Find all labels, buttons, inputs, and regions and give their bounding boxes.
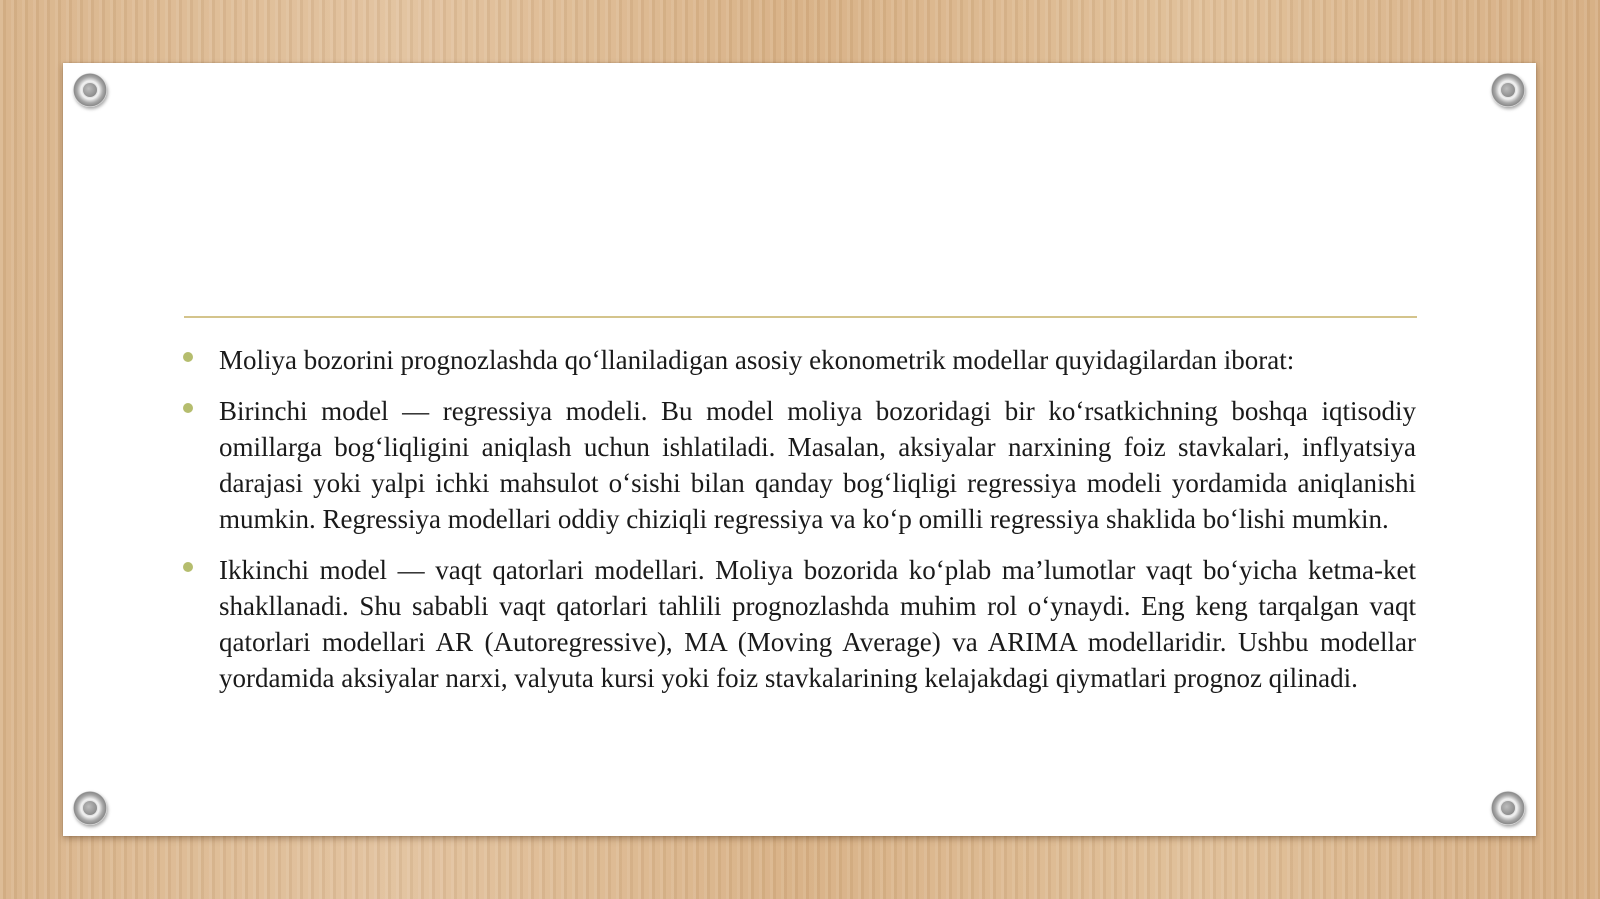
bullet-item	[180, 342, 1416, 378]
pushpin-icon	[1491, 73, 1525, 107]
bullet-item	[180, 393, 1416, 537]
bullet-text: Moliya bozorini prognozlashda qo‘llaniladigan asosiy ekonometrik modellar quyidagilardan iborat:	[219, 345, 1295, 375]
bullet-item	[180, 552, 1416, 696]
bullet-dot-icon	[183, 562, 193, 572]
bullet-dot-icon	[183, 403, 193, 413]
bullet-text: Birinchi model — regressiya modeli. Bu model moliya bozoridagi bir ko‘rsatkichning boshqa iqtisodiy omillarga bog‘liqligini aniqlash uchun ishlatiladi. Masalan, aksiyalar narxining foiz stavkalari, inflyatsiya darajasi yoki yalpi ichki mahsulot o‘sishi bilan qanday bog‘liqligi regressiya modeli yordamida aniqlanishi mumkin. Regressiya modellari oddiy chiziqli regressiya va ko‘p omilli regressiya shaklida bo‘lishi mumkin.	[219, 396, 1416, 534]
slide-body	[180, 342, 1416, 711]
pushpin-icon	[73, 73, 107, 107]
pushpin-icon	[1491, 791, 1525, 825]
bullet-dot-icon	[183, 352, 193, 362]
pushpin-icon	[73, 791, 107, 825]
bullet-text: Ikkinchi model — vaqt qatorlari modellari. Moliya bozorida ko‘plab ma’lumotlar vaqt bo‘yicha ketma-ket shakllanadi. Shu sababli vaqt qatorlari tahlili prognozlashda muhim rol o‘ynaydi. Eng keng tarqalgan vaqt qatorlari modellari AR (Autoregressive), MA (Moving Average) va ARIMA modellaridir. Ushbu modellar yordamida aksiyalar narxi, valyuta kursi yoki foiz stavkalarining kelajakdagi qiymatlari prognoz qilinadi.	[219, 555, 1416, 693]
title-divider	[184, 316, 1417, 318]
